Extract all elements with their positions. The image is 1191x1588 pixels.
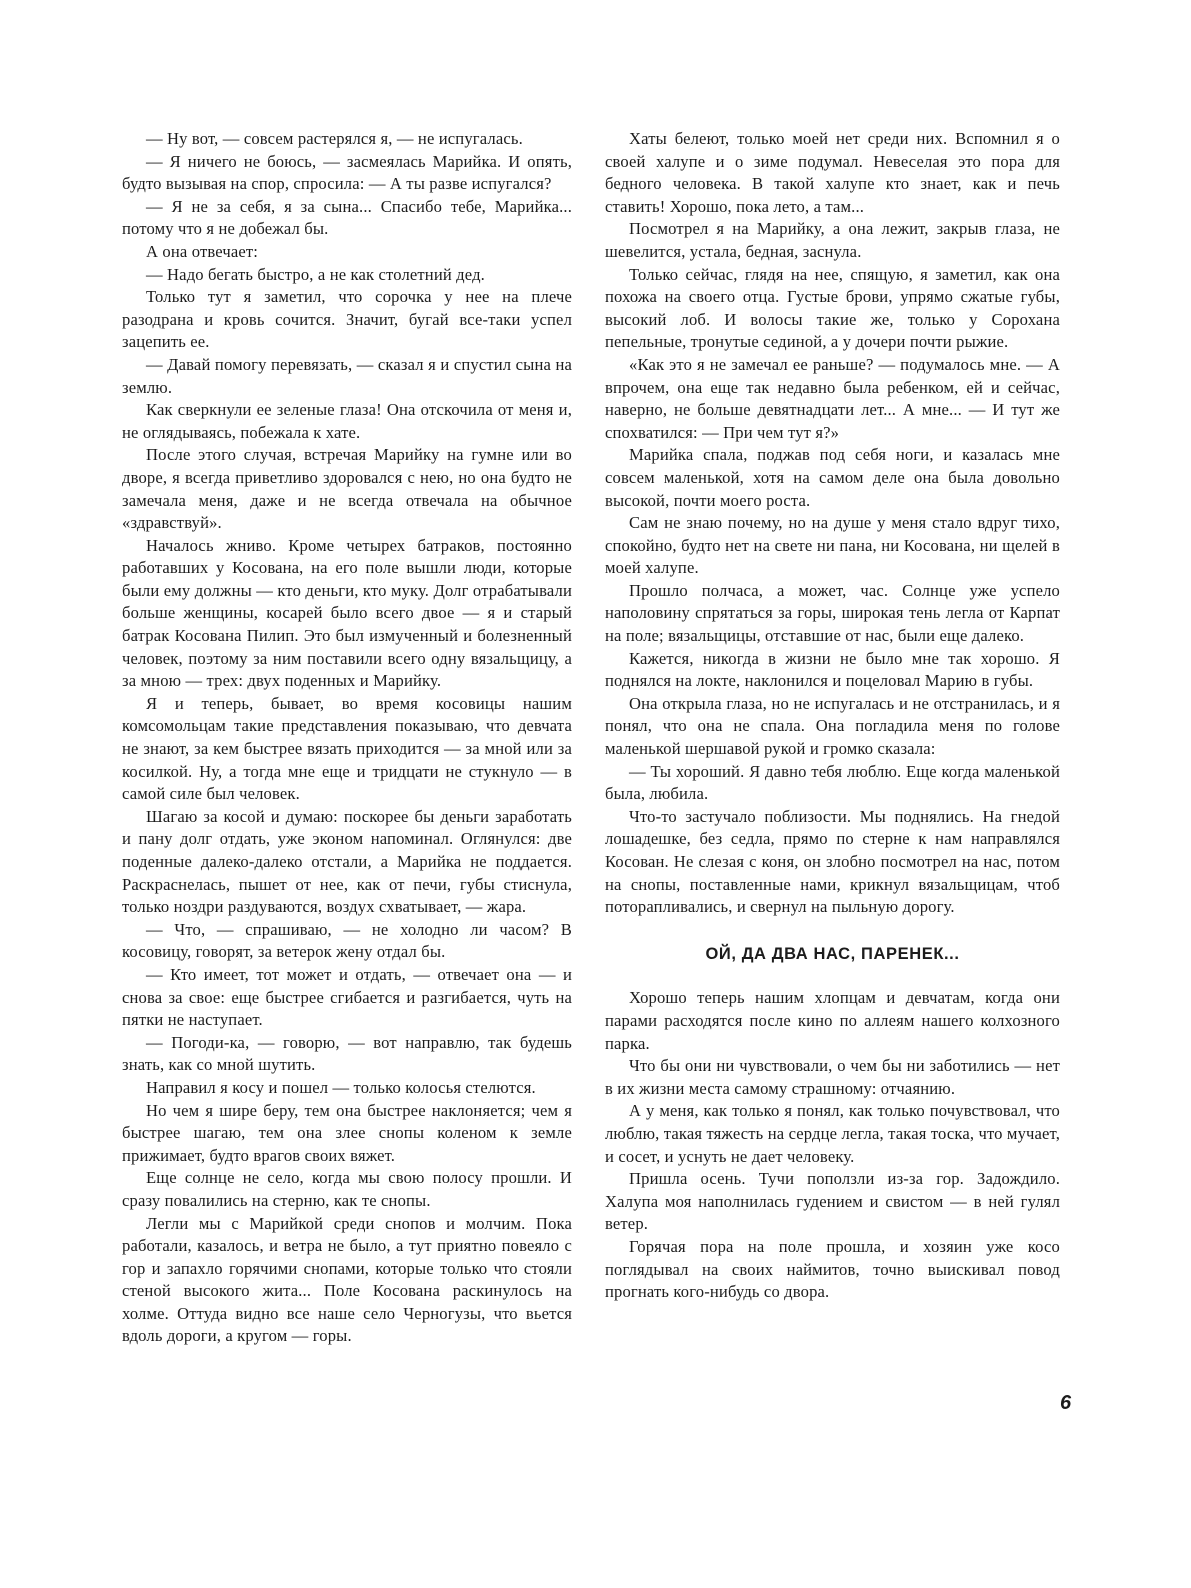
paragraph: Посмотрел я на Марийку, а она лежит, закрыв глаза, не шевелится, устала, бедная, заснула. <box>605 219 1060 261</box>
paragraph: — Ты хороший. Я давно тебя люблю. Еще когда маленькой была, любила. <box>605 761 1060 804</box>
paragraph: Еще солнце не село, когда мы свою полосу прошли. И сразу повалились на стерню, как те снопы. <box>122 1168 572 1210</box>
section-heading: ОЙ, ДА ДВА НАС, ПАРЕНЕК... <box>705 944 960 963</box>
paragraph: — Я не за себя, я за сына... Спасибо тебе, Марийка... потому что я не добежал бы. <box>122 196 572 239</box>
paragraph: «Как это я не замечал ее раньше? — подумалось мне. — А впрочем, она еще так недавно была ребенком, ей и сейчас, наверно, не больше девятнадцати лет... А мне... — И тут же спохватился: — При чем тут я?» <box>605 354 1060 442</box>
paragraph: — Кто имеет, тот может и отдать, — отвечает она — и снова за свое: еще быстрее сгибается и разгибается, чуть на пятки не наступает. <box>122 964 572 1030</box>
paragraph: — Ну вот, — совсем растерялся я, — не испугалась. <box>146 129 523 148</box>
paragraph: А она отвечает: <box>146 241 259 261</box>
paragraph: Сам не знаю почему, но на душе у меня стало вдруг тихо, спокойно, будто нет на свете ни пана, ни Косована, ни щелей в моей халупе. <box>605 513 1060 578</box>
paragraph: — Надо бегать быстро, а не как столетний дед. <box>146 264 485 284</box>
paragraph: — Я ничего не боюсь, — засмеялась Марийка. И опять, будто вызывая на спор, спросила: — А ты разве испугался? <box>122 151 572 194</box>
paragraph: — Погоди-ка, — говорю, — вот направлю, так будешь знать, как со мной шутить. <box>122 1032 572 1075</box>
paragraph: Легли мы с Марийкой среди снопов и молчим. Пока работали, казалось, и ветра не было, а тут приятно повеяло с гор и запахло горячими снопами, которые только что стояли стеной высокого жита... Поле Косована раскинулось на холме. Оттуда видно все наше село Черногузы, что вьется вдоль дороги, а кругом — горы. <box>122 1213 572 1346</box>
paragraph: — Что, — спрашиваю, — не холодно ли часом? В косовицу, говорят, за ветерок жену отдал бы. <box>122 919 572 962</box>
paragraph: После этого случая, встречая Марийку на гумне или во дворе, я всегда приветливо здоровался с нею, но она будто не замечала меня, даже и не всегда отвечала на обычное «здравствуй». <box>122 445 572 533</box>
paragraph: Только сейчас, глядя на нее, спящую, я заметил, как она похожа на своего отца. Густые брови, упрямо сжатые губы, высокий лоб. И волосы такие же, только у Сорохана пепельные, тронутые сединой, а у дочери почти рыжие. <box>605 264 1060 352</box>
paragraph: Марийка спала, поджав под себя ноги, и казалась мне совсем маленькой, хотя на самом деле она была довольно высокой, почти моего роста. <box>605 445 1060 510</box>
paragraph: Хорошо теперь нашим хлопцам и девчатам, когда они парами расходятся после кино по аллеям нашего колхозного парка. <box>605 988 1060 1053</box>
paragraph: А у меня, как только я понял, как только почувствовал, что люблю, такая тяжесть на сердце легла, такая тоска, что мучает, и сосет, и уснуть не дает человеку. <box>605 1101 1060 1166</box>
paragraph: Шагаю за косой и думаю: поскорее бы деньги заработать и пану долг отдать, уже эконом напоминал. Оглянулся: две поденные далеко-далеко отстали, а Марийка не поддается. Раскраснелась, пышет от нее, как от печи, губы стиснула, только ноздри раздуваются, воздух схватывает, — жара. <box>122 806 572 917</box>
page-number: 6 <box>1060 1392 1072 1414</box>
paragraph: Хаты белеют, только моей нет среди них. Вспомнил я о своей халупе и о зиме подумал. Невеселая это пора для бедного человека. В такой халупе кто знает, как и печь ставить! Хорошо, пока лето, а там... <box>605 129 1060 216</box>
paragraph: Прошло полчаса, а может, час. Солнце уже успело наполовину спрятаться за горы, широкая тень легла от Карпат на поле; вязальщицы, отставшие от нас, были еще далеко. <box>605 580 1060 646</box>
paragraph: Она открыла глаза, но не испугалась и не отстранилась, и я понял, что она не спала. Она погладила меня по голове маленькой шершавой рукой и громко сказала: <box>605 693 1060 759</box>
paragraph: Но чем я шире беру, тем она быстрее наклоняется; чем я быстрее шагаю, тем она злее снопы коленом к земле прижимает, будто врагов своих вяжет. <box>122 1100 572 1165</box>
paragraph: Что бы они ни чувствовали, о чем бы ни заботились — нет в их жизни места самому страшному: отчаянию. <box>605 1056 1060 1098</box>
left-column <box>122 128 572 1348</box>
paragraph: Как сверкнули ее зеленые глаза! Она отскочила от меня и, не оглядываясь, побежала к хате. <box>122 400 572 442</box>
paragraph: Началось жниво. Кроме четырех батраков, постоянно работавших у Косована, на его поле вышли люди, которые были ему должны — кто деньги, кто муку. Долг отрабатывали больше женщины, косарей было всего двое — я и старый батрак Косована Пилип. Это был измученный и болезненный человек, поэтому за ним поставили всего одну вязальщицу, а за мною — трех: двух поденных и Марийку. <box>122 535 572 691</box>
paragraph: Горячая пора на поле прошла, и хозяин уже косо поглядывал на своих наймитов, точно выискивал повод прогнать кого-нибудь со двора. <box>605 1236 1060 1302</box>
paragraph: Пришла осень. Тучи поползли из-за гор. Задождило. Халупа моя наполнилась гудением и свистом — в ней гулял ветер. <box>605 1169 1060 1234</box>
paragraph: Я и теперь, бывает, во время косовицы нашим комсомольцам такие представления показываю, что девчата не знают, за кем быстрее вязать приходится — за мной или за косилкой. Ну, а тогда мне еще и тридцати не стукнуло — в самой силе был человек. <box>122 693 572 804</box>
right-column <box>605 128 1060 1304</box>
paragraph: Что-то застучало поблизости. Мы поднялись. На гнедой лошадешке, без седла, прямо по стерне к нам направлялся Косован. Не слезая с коня, он злобно посмотрел на нас, потом на снопы, поставленные нами, крикнул вязальщицам, чтоб поторапливались, и свернул на пыльную дорогу. <box>605 806 1060 917</box>
paragraph: Только тут я заметил, что сорочка у нее на плече разодрана и кровь сочится. Значит, бугай все-таки успел зацепить ее. <box>122 287 572 352</box>
paragraph: Кажется, никогда в жизни не было мне так хорошо. Я поднялся на локте, наклонился и поцеловал Марию в губы. <box>605 648 1060 691</box>
paragraph: Направил я косу и пошел — только колосья стелются. <box>146 1077 536 1097</box>
paragraph: — Давай помогу перевязать, — сказал я и спустил сына на землю. <box>122 354 572 397</box>
